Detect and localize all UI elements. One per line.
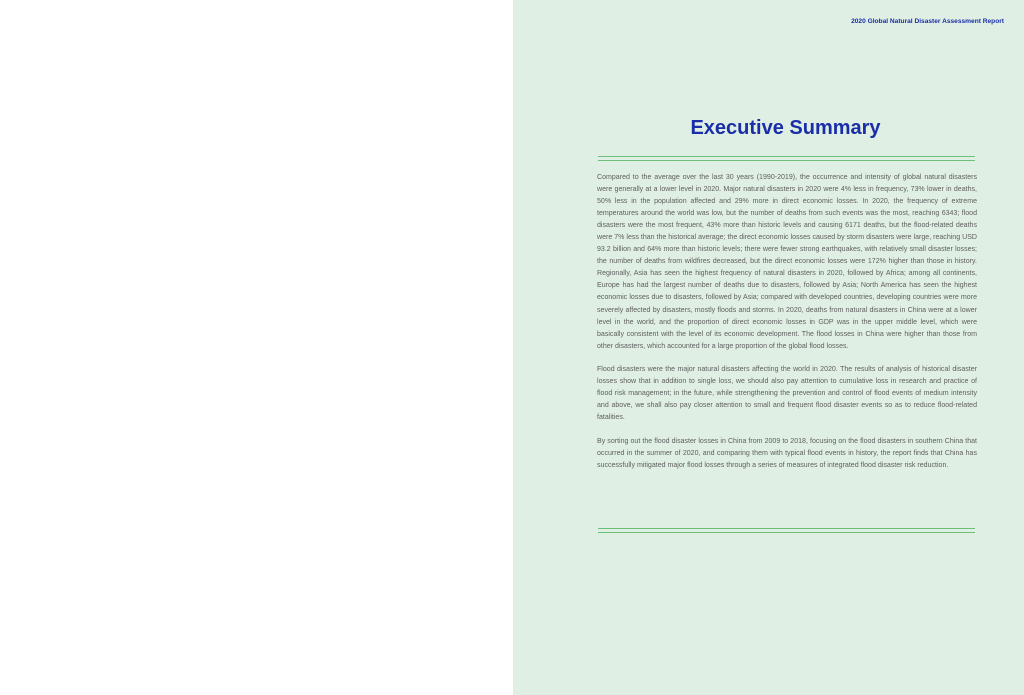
page-title: Executive Summary xyxy=(690,117,881,139)
paragraph-2: Flood disasters were the major natural disasters affecting the world in 2020. The results of analysis of historical disaster losses show that in addition to single loss, we should also pay attention to cumulative loss in research and practice of flood risk management; in the future, while strengthening the prevention and control of flood events of medium intensity and above, we shall also pay closer attention to small and frequent flood disaster events so as to reduce flood-related fatalities. xyxy=(597,366,977,422)
right-page xyxy=(513,0,1024,695)
top-double-rule xyxy=(598,156,975,161)
bottom-double-rule xyxy=(598,528,975,533)
running-header: 2020 Global Natural Disaster Assessment Report xyxy=(851,18,1004,25)
summary-body xyxy=(597,172,977,484)
paragraph-1: Compared to the average over the last 30 years (1990-2019), the occurrence and intensity of global natural disasters were generally at a lower level in 2020. Major natural disasters in 2020 were 4% less in frequency, 73% lower in deaths, 50% less in the population affected and 29% more in direct economic losses. In 2020, the frequency of extreme temperatures around the world was low, but the number of deaths from such events was the most, reaching 6343; flood disasters were the most frequent, 43% more than historic levels and causing 6171 deaths, but the flood-related deaths were 7% less than the historical average; the direct economic losses caused by storm disasters were large, reaching USD 93.2 billion and 64% more than historic levels; there were fewer strong earthquakes, with relatively small disaster losses; the number of deaths from wildfires decreased, but the direct economic losses were 172% higher than those in history. Regionally, Asia has seen the highest frequency of natural disasters in 2020, followed by Africa; among all continents, Europe has had the largest number of deaths due to disasters, followed by Asia; North America has seen the highest economic losses due to disasters, followed by Asia; compared with developed countries, developing countries were more severely affected by disasters, mostly floods and storms. In 2020, deaths from natural disasters in China were at a lower level in the world, and the proportion of direct economic losses in GDP was in the upper middle level, which were basically consistent with the level of its economic development. The flood losses in China were higher than those from other disasters, which accounted for a large proportion of the global flood losses. xyxy=(597,174,977,350)
paragraph-3: By sorting out the flood disaster losses in China from 2009 to 2018, focusing on the flood disasters in southern China that occurred in the summer of 2020, and comparing them with typical flood events in history, the report finds that China has successfully mitigated major flood losses through a series of measures of integrated flood disaster risk reduction. xyxy=(597,437,977,470)
